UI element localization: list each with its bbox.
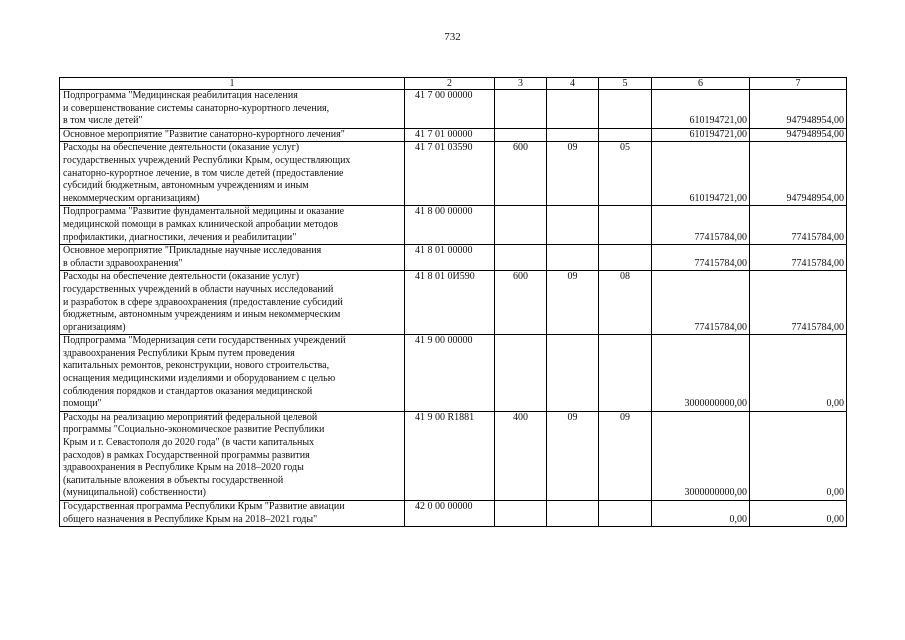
column-header: 6 [652, 78, 750, 90]
row-pr-cell [599, 206, 652, 245]
row-name-cell: Подпрограмма "Модернизация сети государственных учреждений здравоохранения Республики Крым путем проведения капитальных ремонтов, реконструкции, нового строительства, оснащения медицинскими изделиями и оборудованием с целью соблюдения порядков и стандартов оказания медицинской помощи" [60, 335, 405, 412]
row-sum1-cell: 610194721,00 [652, 90, 750, 129]
row-pr-cell: 05 [599, 142, 652, 206]
row-code-cell: 41 9 00 00000 [405, 335, 495, 412]
row-code-cell: 42 0 00 00000 [405, 501, 495, 527]
table-row [60, 335, 847, 412]
row-sum1-cell: 610194721,00 [652, 142, 750, 206]
row-sum2-cell: 0,00 [750, 411, 847, 500]
row-code-cell: 41 8 00 00000 [405, 206, 495, 245]
row-pr-cell [599, 90, 652, 129]
row-vr-cell [495, 501, 547, 527]
row-rz-cell [547, 128, 599, 142]
table-row [60, 142, 847, 206]
row-rz-cell [547, 245, 599, 271]
header-row [60, 78, 847, 90]
row-sum1-cell: 610194721,00 [652, 128, 750, 142]
row-code-cell: 41 8 01 0И590 [405, 271, 495, 335]
table-row [60, 501, 847, 527]
budget-table [59, 77, 847, 527]
row-pr-cell [599, 501, 652, 527]
row-name-cell: Расходы на обеспечение деятельности (оказание услуг) государственных учреждений Республики Крым, осуществляющих санаторно-курортное лечение, в том числе детей (предоставление субсидий бюджетным, автономным учреждениям и иным некоммерческим организациям) [60, 142, 405, 206]
row-name-cell: Основное мероприятие "Прикладные научные исследования в области здравоохранения" [60, 245, 405, 271]
row-sum1-cell: 77415784,00 [652, 206, 750, 245]
row-rz-cell [547, 501, 599, 527]
table-row [60, 271, 847, 335]
row-rz-cell: 09 [547, 411, 599, 500]
row-sum1-cell: 77415784,00 [652, 271, 750, 335]
row-sum1-cell: 0,00 [652, 501, 750, 527]
column-header: 1 [60, 78, 405, 90]
row-sum1-cell: 3000000000,00 [652, 411, 750, 500]
row-name-cell: Подпрограмма "Развитие фундаментальной медицины и оказание медицинской помощи в рамках клинической апробации методов профилактики, диагностики, лечения и реабилитации" [60, 206, 405, 245]
row-name-cell: Расходы на реализацию мероприятий федеральной целевой программы "Социально-экономическое развитие Республики Крым и г. Севастополя до 2020 года" (в части капитальных расходов) в рамках Государственной программы развития здравоохранения в Республике Крым на 2018–2020 годы (капитальные вложения в объекты государственной (муниципальной) собственности) [60, 411, 405, 500]
row-rz-cell: 09 [547, 142, 599, 206]
row-sum2-cell: 77415784,00 [750, 206, 847, 245]
row-sum1-cell: 77415784,00 [652, 245, 750, 271]
row-code-cell: 41 7 01 03590 [405, 142, 495, 206]
column-header: 5 [599, 78, 652, 90]
row-sum2-cell: 77415784,00 [750, 271, 847, 335]
row-pr-cell [599, 128, 652, 142]
table-row [60, 245, 847, 271]
row-pr-cell [599, 245, 652, 271]
row-rz-cell: 09 [547, 271, 599, 335]
row-sum2-cell: 77415784,00 [750, 245, 847, 271]
row-sum1-cell: 3000000000,00 [652, 335, 750, 412]
row-vr-cell [495, 335, 547, 412]
row-code-cell: 41 9 00 R1881 [405, 411, 495, 500]
row-sum2-cell: 947948954,00 [750, 142, 847, 206]
row-name-cell: Расходы на обеспечение деятельности (оказание услуг) государственных учреждений в области научных исследований и разработок в сфере здравоохранения (предоставление субсидий бюджетным, автономным учреждениям и иным некоммерческим организациям) [60, 271, 405, 335]
column-header: 2 [405, 78, 495, 90]
row-vr-cell: 400 [495, 411, 547, 500]
row-vr-cell [495, 245, 547, 271]
row-name-cell: Подпрограмма "Медицинская реабилитация населения и совершенствование системы санаторно-курортного лечения, в том числе детей" [60, 90, 405, 129]
row-pr-cell [599, 335, 652, 412]
table-row [60, 411, 847, 500]
row-sum2-cell: 0,00 [750, 501, 847, 527]
row-vr-cell: 600 [495, 271, 547, 335]
row-sum2-cell: 0,00 [750, 335, 847, 412]
row-pr-cell: 08 [599, 271, 652, 335]
row-sum2-cell: 947948954,00 [750, 90, 847, 129]
row-pr-cell: 09 [599, 411, 652, 500]
row-code-cell: 41 7 00 00000 [405, 90, 495, 129]
row-vr-cell [495, 206, 547, 245]
column-header: 3 [495, 78, 547, 90]
row-sum2-cell: 947948954,00 [750, 128, 847, 142]
column-header: 7 [750, 78, 847, 90]
row-vr-cell [495, 128, 547, 142]
row-rz-cell [547, 335, 599, 412]
row-vr-cell: 600 [495, 142, 547, 206]
table-row [60, 128, 847, 142]
table-row [60, 206, 847, 245]
row-name-cell: Основное мероприятие "Развитие санаторно-курортного лечения" [60, 128, 405, 142]
table-row [60, 90, 847, 129]
row-vr-cell [495, 90, 547, 129]
row-code-cell: 41 7 01 00000 [405, 128, 495, 142]
row-rz-cell [547, 206, 599, 245]
page-number: 732 [444, 31, 461, 43]
row-code-cell: 41 8 01 00000 [405, 245, 495, 271]
row-name-cell: Государственная программа Республики Крым "Развитие авиации общего назначения в Республике Крым на 2018–2021 годы" [60, 501, 405, 527]
row-rz-cell [547, 90, 599, 129]
column-header: 4 [547, 78, 599, 90]
